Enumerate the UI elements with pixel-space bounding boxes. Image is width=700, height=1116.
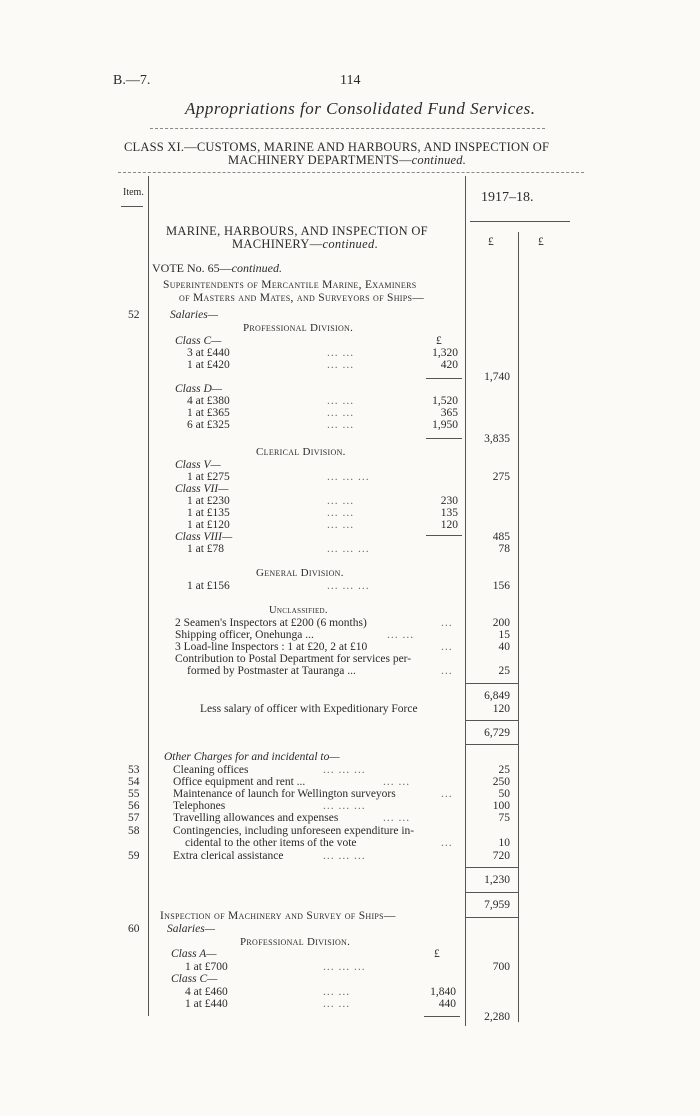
class-heading-continued: continued. [411, 153, 467, 167]
division-heading: Professional Division. [240, 936, 351, 948]
charge-line: Contingencies, including unforeseen expenditure in- [173, 825, 415, 837]
salary-line: 3 at £440 [187, 347, 230, 359]
item-number: 53 [128, 764, 140, 776]
salary-amount: 440 [438, 998, 456, 1010]
salary-line: 1 at £440 [185, 998, 228, 1010]
unclassified-line: 3 Load-line Inspectors : 1 at £20, 2 at £10 [175, 641, 368, 653]
charge-line: Telephones [173, 800, 226, 812]
leader-dots: ... ... [327, 419, 355, 431]
year-column-header: 1917–18. [481, 190, 534, 205]
salary-amount: 135 [440, 507, 458, 519]
salary-amount: 420 [440, 359, 458, 371]
salary-line: 1 at £120 [187, 519, 230, 531]
charge-line: cidental to the other items of the vote [185, 837, 357, 849]
column-amount: 40 [498, 641, 510, 653]
salary-line: 6 at £325 [187, 419, 230, 431]
charge-line: Office equipment and rent ... [173, 776, 306, 788]
amount-column-divider-middle [518, 232, 519, 1022]
class-label: Class C— [171, 973, 218, 985]
total-rule [466, 720, 518, 721]
pound-column-header-2: £ [538, 236, 544, 248]
leader-dots: ... ... ... [327, 543, 370, 555]
item-column-divider [148, 176, 149, 1016]
subtotal-rule [426, 438, 462, 439]
column-amount: 78 [498, 543, 510, 555]
class-heading-line1: CLASS XI.—CUSTOMS, MARINE AND HARBOURS, AND INSPECTION OF [124, 140, 550, 154]
salary-line: 1 at £156 [187, 580, 230, 592]
leader-dots: ... ... ... [323, 850, 366, 862]
leader-dots: ... ... [323, 986, 351, 998]
salary-amount: 1,950 [432, 419, 458, 431]
vote-heading [152, 262, 282, 275]
charge-line: Extra clerical assistance [173, 850, 284, 862]
year-header-rule [470, 221, 570, 222]
table-top-rule [118, 172, 584, 173]
salary-line: 1 at £420 [187, 359, 230, 371]
section-heading-line2 [232, 238, 378, 251]
item-number: 57 [128, 812, 140, 824]
total-rule [466, 917, 518, 918]
item-header-rule [121, 206, 143, 207]
salary-amount: 365 [440, 407, 458, 419]
salaries-label: Salaries— [170, 309, 218, 321]
less-amount: 120 [492, 703, 510, 715]
leader-dots: ... [441, 665, 453, 677]
leader-dots: ... ... [327, 395, 355, 407]
leader-dots: ... ... [327, 347, 355, 359]
class-heading-text: MACHINERY DEPARTMENTS— [228, 153, 412, 167]
section-heading-line1: MARINE, HARBOURS, AND INSPECTION OF [166, 224, 428, 238]
division-heading: Clerical Division. [256, 446, 346, 458]
item-number: 56 [128, 800, 140, 812]
amount-column-divider-left [465, 176, 466, 1026]
leader-dots: ... ... ... [327, 580, 370, 592]
division-heading: General Division. [256, 567, 344, 579]
item-number: 58 [128, 825, 140, 837]
leader-dots: ... ... [327, 507, 355, 519]
leader-dots: ... ... [327, 359, 355, 371]
section-heading-period: . [374, 237, 378, 251]
column-amount: 75 [498, 812, 510, 824]
column-amount: 50 [498, 788, 510, 800]
leader-dots: ... ... [387, 629, 415, 641]
grand-total: 7,959 [484, 899, 510, 911]
salary-amount: 1,840 [430, 986, 456, 998]
item-column-header: Item. [123, 187, 144, 198]
net-total-amount: 6,729 [484, 727, 510, 739]
column-amount: 720 [492, 850, 510, 862]
less-salary-label: Less salary of officer with Expeditionary Force [200, 703, 418, 715]
total-rule [466, 744, 518, 745]
pound-column-header-1: £ [488, 236, 494, 248]
salary-line: 1 at £700 [185, 961, 228, 973]
class-label: Class V— [175, 459, 221, 471]
column-amount: 100 [492, 800, 510, 812]
leader-dots: ... ... [383, 776, 411, 788]
salary-line: 4 at £460 [185, 986, 228, 998]
item-number: 60 [128, 923, 140, 935]
other-charges-total: 1,230 [484, 874, 510, 886]
item-number: 55 [128, 788, 140, 800]
unclassified-line: Shipping officer, Onehunga ... [175, 629, 314, 641]
salary-line: 1 at £275 [187, 471, 230, 483]
column-amount: 200 [492, 617, 510, 629]
charge-line: Travelling allowances and expenses [173, 812, 339, 824]
subtotal-rule [426, 535, 462, 536]
leader-dots: ... ... [323, 998, 351, 1010]
inner-pound-header: £ [434, 948, 440, 960]
leader-dots: ... ... ... [327, 471, 370, 483]
subtotal-amount: 3,835 [484, 433, 510, 445]
leader-dots: ... ... [327, 519, 355, 531]
leader-dots: ... ... [383, 812, 411, 824]
vote-number: VOTE No. 65— [152, 261, 232, 275]
leader-dots: ... ... [327, 407, 355, 419]
division-heading: Professional Division. [243, 322, 354, 334]
class-label: Class C— [175, 335, 222, 347]
total-rule [466, 683, 518, 684]
section-heading: Inspection of Machinery and Survey of Ships— [160, 910, 396, 922]
salary-amount: 1,520 [432, 395, 458, 407]
total-rule [466, 867, 518, 868]
salary-line: 1 at £230 [187, 495, 230, 507]
column-amount: 15 [498, 629, 510, 641]
leader-dots: ... ... [327, 495, 355, 507]
subtotal-amount: 1,740 [484, 371, 510, 383]
class-label: Class A— [171, 948, 217, 960]
salaries-label: Salaries— [167, 923, 215, 935]
other-charges-heading: Other Charges for and incidental to— [164, 751, 340, 763]
salary-line: 1 at £135 [187, 507, 230, 519]
subtotal-rule [426, 378, 462, 379]
charge-line: Cleaning offices [173, 764, 249, 776]
unclassified-line: 2 Seamen's Inspectors at £200 (6 months) [175, 617, 367, 629]
inner-pound-header: £ [436, 335, 442, 347]
vote-continued: continued. [231, 261, 282, 275]
leader-dots: ... [441, 837, 453, 849]
column-amount: 156 [492, 580, 510, 592]
class-label: Class D— [175, 383, 222, 395]
charge-line: Maintenance of launch for Wellington surveyors [173, 788, 396, 800]
class-label: Class VII— [175, 483, 229, 495]
unclassified-line: formed by Postmaster at Tauranga ... [187, 665, 356, 677]
section-heading-text: MACHINERY— [232, 237, 323, 251]
column-amount: 25 [498, 665, 510, 677]
leader-dots: ... [441, 617, 453, 629]
salary-amount: 1,320 [432, 347, 458, 359]
column-amount: 700 [492, 961, 510, 973]
item-number: 52 [128, 309, 140, 321]
page-title: Appropriations for Consolidated Fund Services. [185, 99, 536, 118]
leader-dots: ... ... ... [323, 961, 366, 973]
salary-amount: 230 [440, 495, 458, 507]
subhead-line2: of Masters and Mates, and Surveyors of Ships— [179, 292, 425, 304]
page-number: 114 [340, 73, 361, 88]
column-amount: 275 [492, 471, 510, 483]
item-number: 54 [128, 776, 140, 788]
leader-dots: ... [441, 788, 453, 800]
column-amount: 25 [498, 764, 510, 776]
total-rule [466, 892, 518, 893]
section-heading-continued: continued [322, 237, 375, 251]
leader-dots: ... [441, 641, 453, 653]
class-heading-line2 [228, 153, 466, 168]
total-amount: 6,849 [484, 690, 510, 702]
division-heading: Unclassified. [269, 605, 328, 616]
header-rule [150, 128, 545, 129]
subhead-line1: Superintendents of Mercantile Marine, Examiners [163, 279, 417, 291]
salary-line: 4 at £380 [187, 395, 230, 407]
item-number: 59 [128, 850, 140, 862]
column-amount: 10 [498, 837, 510, 849]
class-label: Class VIII— [175, 531, 233, 543]
leader-dots: ... ... ... [323, 800, 366, 812]
subtotal-rule [424, 1016, 460, 1017]
column-amount: 250 [492, 776, 510, 788]
leader-dots: ... ... ... [323, 764, 366, 776]
document-ref: B.—7. [113, 73, 151, 88]
unclassified-line: Contribution to Postal Department for services per- [175, 653, 412, 665]
subtotal-amount: 485 [492, 531, 510, 543]
subtotal-amount: 2,280 [484, 1011, 510, 1023]
salary-line: 1 at £78 [187, 543, 225, 555]
salary-line: 1 at £365 [187, 407, 230, 419]
salary-amount: 120 [440, 519, 458, 531]
